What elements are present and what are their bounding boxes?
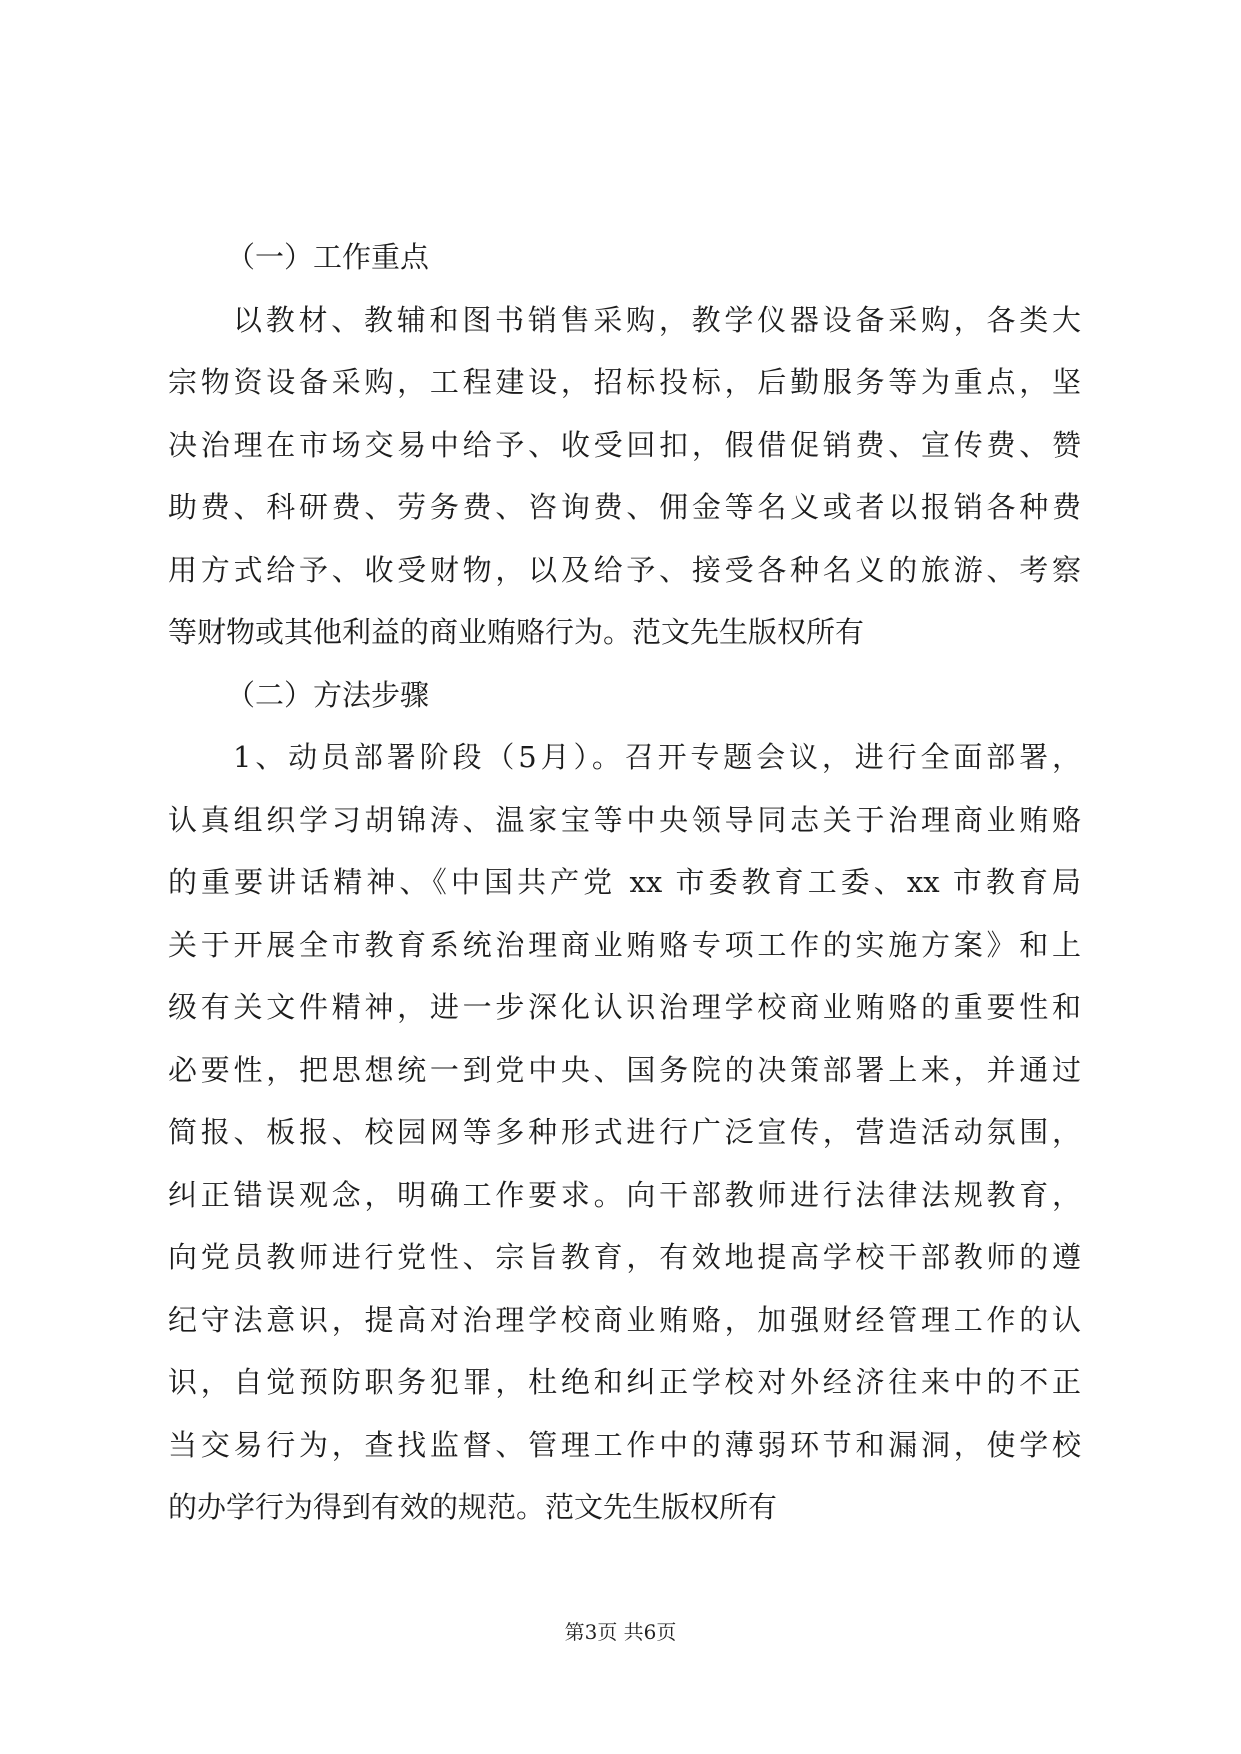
- document-body: [168, 226, 1081, 1539]
- paragraph-line: 纪守法意识，提高对治理学校商业贿赂，加强财经管理工作的认: [168, 1302, 1081, 1337]
- paragraph-line: 用方式给予、收受财物，以及给予、接受各种名义的旅游、考察: [168, 552, 1081, 587]
- paragraph-line: 以教材、教辅和图书销售采购，教学仪器设备采购，各类大: [233, 302, 1081, 337]
- paragraph-line: 的办学行为得到有效的规范。范文先生版权所有: [168, 1490, 778, 1524]
- paragraph-line: 向党员教师进行党性、宗旨教育，有效地提高学校干部教师的遵: [168, 1240, 1081, 1274]
- paragraph-line: 级有关文件精神，进一步深化认识治理学校商业贿赂的重要性和: [168, 990, 1081, 1024]
- paragraph-line: 简报、板报、校园网等多种形式进行广泛宣传，营造活动氛围，: [168, 1115, 1081, 1149]
- paragraph-line: 认真组织学习胡锦涛、温家宝等中央领导同志关于治理商业贿赂: [168, 802, 1081, 837]
- paragraph-line: 1、动员部署阶段（5月）。召开专题会议，进行全面部署，: [233, 740, 1081, 774]
- paragraph-line: 必要性，把思想统一到党中央、国务院的决策部署上来，并通过: [168, 1052, 1081, 1087]
- paragraph-line: 识，自觉预防职务犯罪，杜绝和纠正学校对外经济往来中的不正: [168, 1365, 1081, 1399]
- paragraph-line: 当交易行为，查找监督、管理工作中的薄弱环节和漏洞，使学校: [168, 1427, 1081, 1462]
- paragraph-line: 助费、科研费、劳务费、咨询费、佣金等名义或者以报销各种费: [168, 490, 1081, 524]
- page-number-footer: 第3页 共6页: [564, 1620, 677, 1644]
- paragraph-method-steps: [168, 726, 1081, 1539]
- paragraph-line: 决治理在市场交易中给予、收受回扣，假借促销费、宣传费、赞: [168, 427, 1081, 462]
- paragraph-line: 等财物或其他利益的商业贿赂行为。范文先生版权所有: [168, 615, 865, 649]
- paragraph-line: 关于开展全市教育系统治理商业贿赂专项工作的实施方案》和上: [168, 927, 1081, 962]
- paragraph-line: 的重要讲话精神、《中国共产党 xx 市委教育工委、xx 市教育局: [168, 865, 1081, 899]
- paragraph-work-focus: [168, 289, 1081, 664]
- section-heading-method-steps: （二）方法步骤: [226, 677, 430, 712]
- paragraph-line: 宗物资设备采购，工程建设，招标投标，后勤服务等为重点，坚: [168, 365, 1081, 399]
- paragraph-line: 纠正错误观念，明确工作要求。向干部教师进行法律法规教育，: [168, 1177, 1081, 1212]
- section-heading-work-focus: （一）工作重点: [226, 240, 430, 274]
